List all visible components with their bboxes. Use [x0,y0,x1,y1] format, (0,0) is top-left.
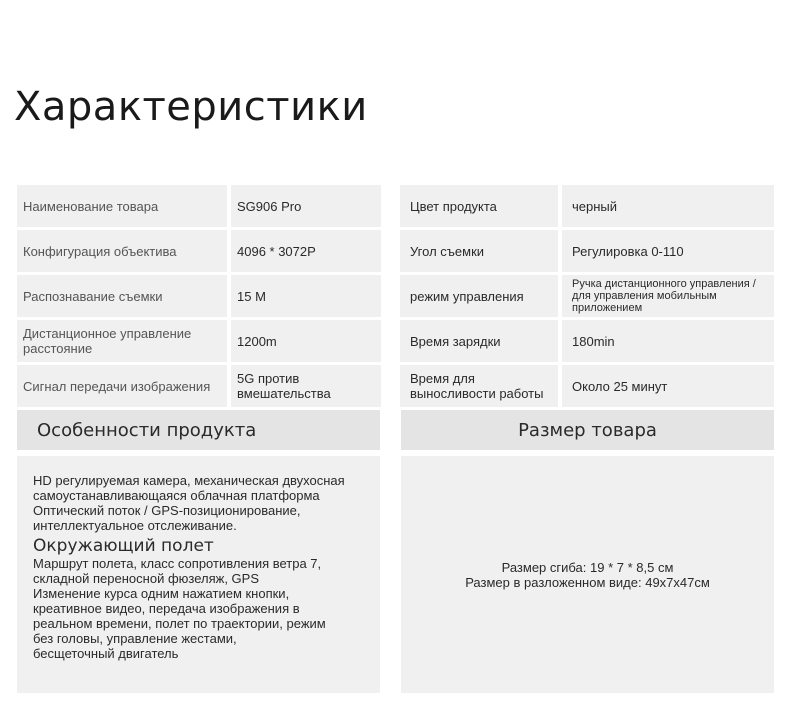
spec-row [400,320,774,362]
features-header: Особенности продукта [17,410,380,450]
spec-value: 1200m [231,320,381,362]
spec-label: Наименование товара [17,185,227,227]
spec-label: режим управления [400,275,558,317]
text-line: без головы, управление жестами, [33,631,237,646]
spec-row [17,320,381,362]
spec-value: 15 M [231,275,381,317]
text-line: бесщеточный двигатель [33,646,179,661]
spec-row [17,185,381,227]
spec-label: Дистанционное управление расстояние [17,320,227,362]
spec-row [400,230,774,272]
spec-label: Конфигурация объектива [17,230,227,272]
features-body [17,456,380,693]
features-paragraph [33,473,380,533]
page-title: Характеристики [14,84,368,130]
spec-value: Ручка дистанционного управления / для управления мобильным приложением [562,275,774,317]
spec-label: Угол съемки [400,230,558,272]
unfolded-size: Размер в разложенном виде: 49x7x47см [465,574,710,590]
features-subheading: Окружающий полет [33,536,214,556]
spec-value: 180min [562,320,774,362]
spec-label: Время для выносливости работы [400,365,558,407]
spec-value: черный [562,185,774,227]
text-line: креативное видео, передача изображения в [33,601,300,616]
spec-label: Сигнал передачи изображения [17,365,227,407]
text-line: Изменение курса одним нажатием кнопки, [33,586,290,601]
spec-row [17,365,381,407]
text-line: складной переносной фюзеляж, GPS [33,571,259,586]
spec-row [17,230,381,272]
text-line: Оптический поток / GPS-позиционирование, [33,503,301,518]
spec-row [400,275,774,317]
text-line: интеллектуальное отслеживание. [33,518,237,533]
spec-label: Распознавание съемки [17,275,227,317]
text-line: реальном времени, полет по траектории, режим [33,616,326,631]
spec-row [400,185,774,227]
spec-value: Около 25 минут [562,365,774,407]
text-line: Маршрут полета, класс сопротивления ветра 7, [33,556,322,571]
text-line: HD регулируемая камера, механическая двухосная [33,473,345,488]
spec-value: 5G против вмешательства [231,365,381,407]
size-header: Размер товара [401,410,774,450]
spec-table-left [17,185,381,410]
folded-size: Размер сгиба: 19 * 7 * 8,5 см [501,559,674,575]
spec-value: 4096 * 3072P [231,230,381,272]
size-body [401,456,774,693]
spec-row [400,365,774,407]
spec-value: Регулировка 0-110 [562,230,774,272]
spec-row [17,275,381,317]
spec-value: SG906 Pro [231,185,381,227]
features-paragraph [33,556,380,661]
spec-label: Время зарядки [400,320,558,362]
spec-table-right [400,185,774,410]
text-line: самоустанавливающаяся облачная платформа [33,488,320,503]
spec-label: Цвет продукта [400,185,558,227]
